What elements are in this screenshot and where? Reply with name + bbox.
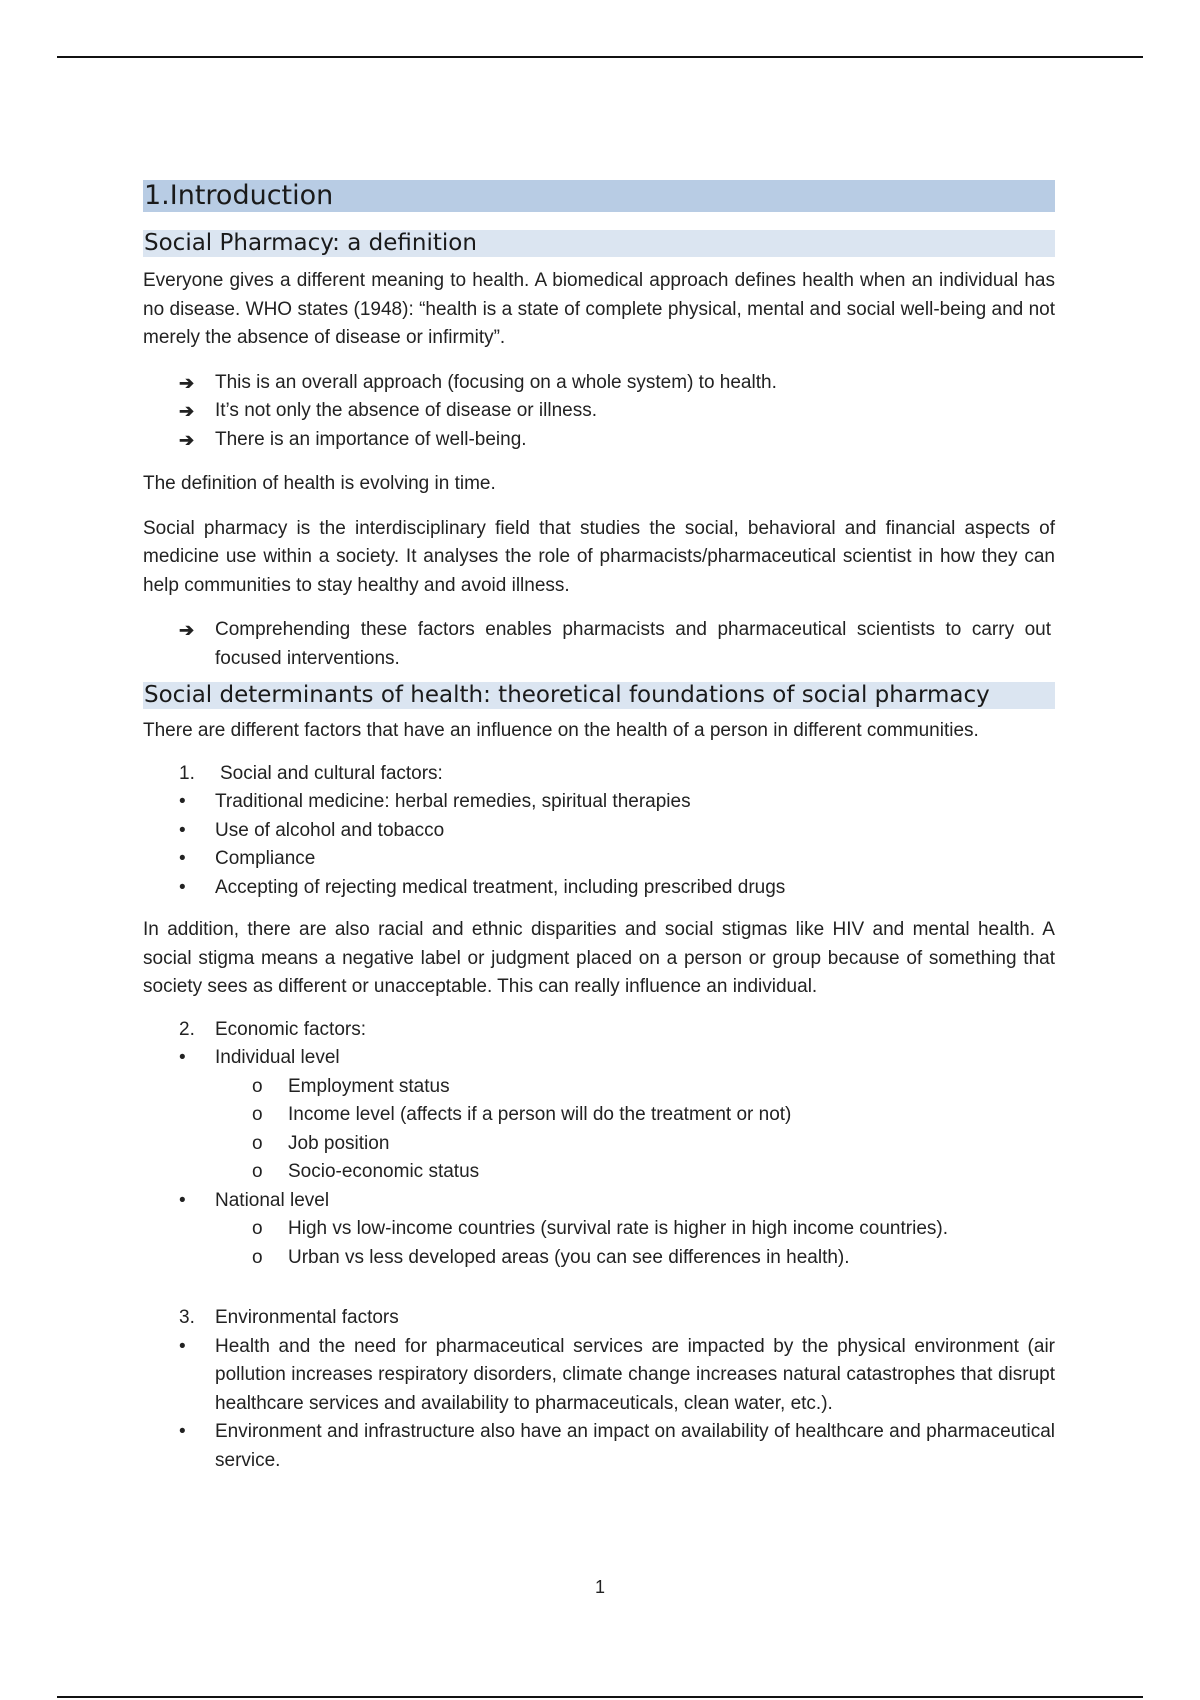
- list-item: o High vs low-income countries (survival rate is higher in high income countries).: [143, 1215, 1055, 1244]
- heading-social-determinants: Social determinants of health: theoretical foundations of social pharmacy: [143, 682, 1055, 709]
- arrow-list-health: [143, 369, 1055, 455]
- arrow-list-interventions: [143, 616, 1055, 673]
- factor-1: [143, 760, 1055, 789]
- list-item: o Income level (affects if a person will do the treatment or not): [143, 1101, 1055, 1130]
- heading-introduction: 1.Introduction: [143, 180, 1055, 212]
- paragraph-social-pharmacy: Social pharmacy is the interdisciplinary field that studies the social, behavioral and financial aspects of medicine use within a society. It analyses the role of pharmacists/pharmaceutical scientist in how they can help communities to stay healthy and avoid illness.: [143, 517, 1055, 596]
- list-item: • Individual level: [143, 1044, 1055, 1073]
- arrow-icon: ➔: [179, 429, 195, 450]
- list-item: 2. Economic factors:: [179, 1018, 366, 1040]
- list-item: ➔ It’s not only the absence of disease or illness.: [143, 397, 1055, 426]
- circle-bullet-icon: o: [252, 1246, 263, 1268]
- paragraph-health-definition: Everyone gives a different meaning to health. A biomedical approach defines health when an individual has no disease. WHO states (1948): “health is a state of complete physical, mental and social well-being and not merely the absence of disease or infirmity”.: [143, 270, 1055, 348]
- list-item: • Use of alcohol and tobacco: [143, 817, 1055, 846]
- factor-3: [143, 1304, 1055, 1333]
- list-item: ➔ Comprehending these factors enables pharmacists and pharmaceutical scientists to carry out focused interventions.: [143, 616, 1055, 673]
- circle-bullet-icon: o: [252, 1161, 263, 1182]
- bullet-icon: •: [179, 791, 186, 812]
- list-item: ➔ This is an overall approach (focusing on a whole system) to health.: [143, 369, 1055, 398]
- arrow-icon: ➔: [179, 372, 195, 393]
- bullet-icon: •: [179, 876, 186, 898]
- circle-bullet-icon: o: [252, 1132, 263, 1154]
- arrow-icon: ➔: [179, 620, 195, 640]
- list-item: • Accepting of rejecting medical treatment, including prescribed drugs: [143, 874, 1055, 903]
- factor-1-bullets: [143, 788, 1055, 902]
- bullet-icon: •: [179, 848, 186, 869]
- header-rule: [57, 56, 1143, 58]
- list-item: • Traditional medicine: herbal remedies, spiritual therapies: [143, 788, 1055, 817]
- list-item: • Health and the need for pharmaceutical services are impacted by the physical environment (air pollution increases respiratory disorders, climate change increases natural catastrophes that disrupt healthcare services and availability to pharmaceuticals, clean water, etc.).: [143, 1333, 1055, 1419]
- list-item: • Compliance: [143, 845, 1055, 874]
- paragraph-social-stigma: In addition, there are also racial and ethnic disparities and social stigmas like HIV and mental health. A social stigma means a negative label or judgment placed on a person or group because of something that society sees as different or unacceptable. This can really influence an individual.: [143, 919, 1055, 997]
- list-item: o Socio-economic status: [143, 1158, 1055, 1187]
- factor-2: [143, 1016, 1055, 1045]
- page-number: 1: [594, 1577, 605, 1597]
- bullet-icon: •: [179, 1047, 186, 1068]
- list-item: o Urban vs less developed areas (you can see differences in health).: [143, 1244, 1055, 1273]
- paragraph-factors-intro: There are different factors that have an influence on the health of a person in different communities.: [143, 720, 979, 741]
- list-item: 1. Social and cultural factors:: [179, 762, 443, 784]
- factor-2-bullets: [143, 1044, 1055, 1272]
- circle-bullet-icon: o: [252, 1075, 263, 1097]
- list-item: o Job position: [143, 1130, 1055, 1159]
- circle-bullet-icon: o: [252, 1104, 263, 1125]
- list-item: • Environment and infrastructure also have an impact on availability of healthcare and pharmaceutical service.: [143, 1418, 1055, 1475]
- bullet-icon: •: [179, 819, 186, 841]
- list-item: ➔ There is an importance of well-being.: [143, 426, 1055, 455]
- arrow-icon: ➔: [179, 401, 195, 421]
- page-body: [143, 180, 1055, 1475]
- circle-bullet-icon: o: [252, 1218, 263, 1239]
- footer-rule: [57, 1696, 1143, 1698]
- bullet-icon: •: [179, 1335, 186, 1357]
- heading-social-pharmacy-definition: Social Pharmacy: a definition: [143, 230, 1055, 257]
- bullet-icon: •: [179, 1421, 186, 1442]
- list-item: o Employment status: [143, 1073, 1055, 1102]
- paragraph-health-evolving: The definition of health is evolving in time.: [143, 473, 496, 494]
- list-item: • National level: [143, 1187, 1055, 1216]
- list-item: 3. Environmental factors: [179, 1307, 399, 1328]
- factor-3-bullets: [143, 1333, 1055, 1476]
- bullet-icon: •: [179, 1189, 186, 1211]
